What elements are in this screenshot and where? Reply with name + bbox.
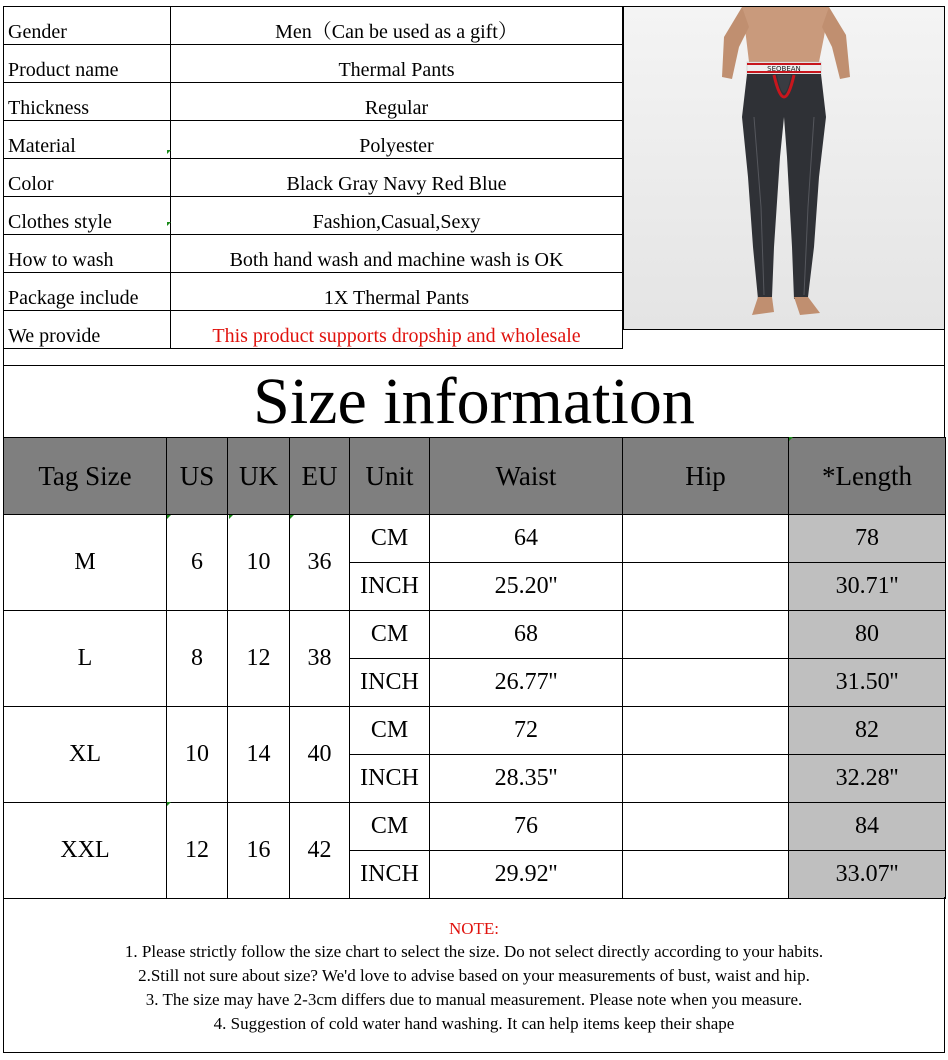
header-eu: EU — [290, 438, 350, 515]
waistband-text: SEOBEAN — [767, 65, 801, 73]
hip-cell — [623, 659, 789, 707]
info-label: How to wash — [4, 235, 171, 273]
waist-cell: 64 — [430, 515, 623, 563]
tag-size-cell: L — [4, 611, 167, 707]
unit-cell: INCH — [350, 659, 430, 707]
cell-marker — [229, 515, 233, 519]
note-line-1: 1. Please strictly follow the size chart to select the size. Do not select directly according to your habits. — [124, 942, 824, 961]
info-value: Men（Can be used as a gift） — [171, 7, 623, 45]
hip-cell — [623, 803, 789, 851]
info-label: Material — [4, 121, 171, 159]
waist-cell: 26.77'' — [430, 659, 623, 707]
hip-cell — [623, 755, 789, 803]
size-row-cm — [4, 515, 946, 563]
hip-cell — [623, 851, 789, 899]
info-value: 1X Thermal Pants — [171, 273, 623, 311]
info-value: Polyester — [171, 121, 623, 159]
us-size-cell: 12 — [167, 803, 228, 899]
unit-cell: INCH — [350, 563, 430, 611]
size-row-cm — [4, 803, 946, 851]
info-value: Black Gray Navy Red Blue — [171, 159, 623, 197]
waist-cell: 25.20'' — [430, 563, 623, 611]
info-label: We provide — [4, 311, 171, 349]
notes-section — [3, 897, 945, 1053]
info-value: Both hand wash and machine wash is OK — [171, 235, 623, 273]
length-cell: 78 — [789, 515, 946, 563]
length-cell: 84 — [789, 803, 946, 851]
info-row — [4, 273, 623, 311]
product-photo — [623, 6, 945, 330]
info-row — [4, 235, 623, 273]
uk-size-cell: 14 — [228, 707, 290, 803]
unit-cell: CM — [350, 515, 430, 563]
length-cell: 80 — [789, 611, 946, 659]
spacer-row — [3, 330, 945, 366]
waist-cell: 28.35'' — [430, 755, 623, 803]
note-line-3: 3. The size may have 2-3cm differs due to manual measurement. Please note when you measure. — [145, 990, 803, 1009]
eu-size-cell: 38 — [290, 611, 350, 707]
length-cell: 32.28'' — [789, 755, 946, 803]
info-row — [4, 197, 623, 235]
header-hip: Hip — [623, 438, 789, 515]
waist-cell: 29.92'' — [430, 851, 623, 899]
eu-size-cell: 40 — [290, 707, 350, 803]
note-title: NOTE: — [448, 919, 500, 938]
header-us: US — [167, 438, 228, 515]
info-label: Color — [4, 159, 171, 197]
unit-cell: CM — [350, 707, 430, 755]
length-cell: 31.50'' — [789, 659, 946, 707]
info-label: Package include — [4, 273, 171, 311]
info-row — [4, 121, 623, 159]
info-row — [4, 7, 623, 45]
size-table-header — [4, 438, 946, 515]
cell-marker — [167, 222, 171, 226]
eu-size-cell: 36 — [290, 515, 350, 611]
eu-size-cell: 42 — [290, 803, 350, 899]
info-value: Regular — [171, 83, 623, 121]
cell-marker — [167, 150, 171, 154]
tag-size-cell: XXL — [4, 803, 167, 899]
length-cell: 82 — [789, 707, 946, 755]
unit-cell: CM — [350, 611, 430, 659]
waist-cell: 68 — [430, 611, 623, 659]
uk-size-cell: 12 — [228, 611, 290, 707]
size-row-cm — [4, 611, 946, 659]
info-value: This product supports dropship and wholesale — [171, 311, 623, 349]
note-line-4: 4. Suggestion of cold water hand washing. It can help items keep their shape — [213, 1014, 735, 1033]
waist-cell: 76 — [430, 803, 623, 851]
header-length: *Length — [789, 438, 946, 515]
hip-cell — [623, 515, 789, 563]
length-cell: 33.07'' — [789, 851, 946, 899]
info-label: Product name — [4, 45, 171, 83]
uk-size-cell: 10 — [228, 515, 290, 611]
waist-cell: 72 — [430, 707, 623, 755]
header-unit: Unit — [350, 438, 430, 515]
info-label: Gender — [4, 7, 171, 45]
info-label: Thickness — [4, 83, 171, 121]
info-row — [4, 83, 623, 121]
size-row-cm — [4, 707, 946, 755]
hip-cell — [623, 563, 789, 611]
cell-marker — [290, 515, 294, 519]
info-value: Thermal Pants — [171, 45, 623, 83]
hip-cell — [623, 707, 789, 755]
info-row — [4, 159, 623, 197]
us-size-cell: 8 — [167, 611, 228, 707]
model-illustration — [624, 7, 944, 329]
header-tag-size: Tag Size — [4, 438, 167, 515]
tag-size-cell: M — [4, 515, 167, 611]
size-information-title: Size information — [3, 366, 945, 437]
unit-cell: INCH — [350, 755, 430, 803]
product-info-table — [3, 6, 623, 349]
cell-marker — [167, 802, 171, 806]
info-row — [4, 45, 623, 83]
cell-marker — [789, 437, 793, 441]
header-uk: UK — [228, 438, 290, 515]
info-value: Fashion,Casual,Sexy — [171, 197, 623, 235]
length-cell: 30.71'' — [789, 563, 946, 611]
info-label: Clothes style — [4, 197, 171, 235]
unit-cell: CM — [350, 803, 430, 851]
uk-size-cell: 16 — [228, 803, 290, 899]
us-size-cell: 6 — [167, 515, 228, 611]
cell-marker — [167, 515, 171, 519]
note-line-2: 2.Still not sure about size? We'd love to advise based on your measurements of bust, waist and hip. — [138, 966, 810, 985]
unit-cell: INCH — [350, 851, 430, 899]
tag-size-cell: XL — [4, 707, 167, 803]
size-table — [3, 437, 946, 899]
header-waist: Waist — [430, 438, 623, 515]
us-size-cell: 10 — [167, 707, 228, 803]
hip-cell — [623, 611, 789, 659]
